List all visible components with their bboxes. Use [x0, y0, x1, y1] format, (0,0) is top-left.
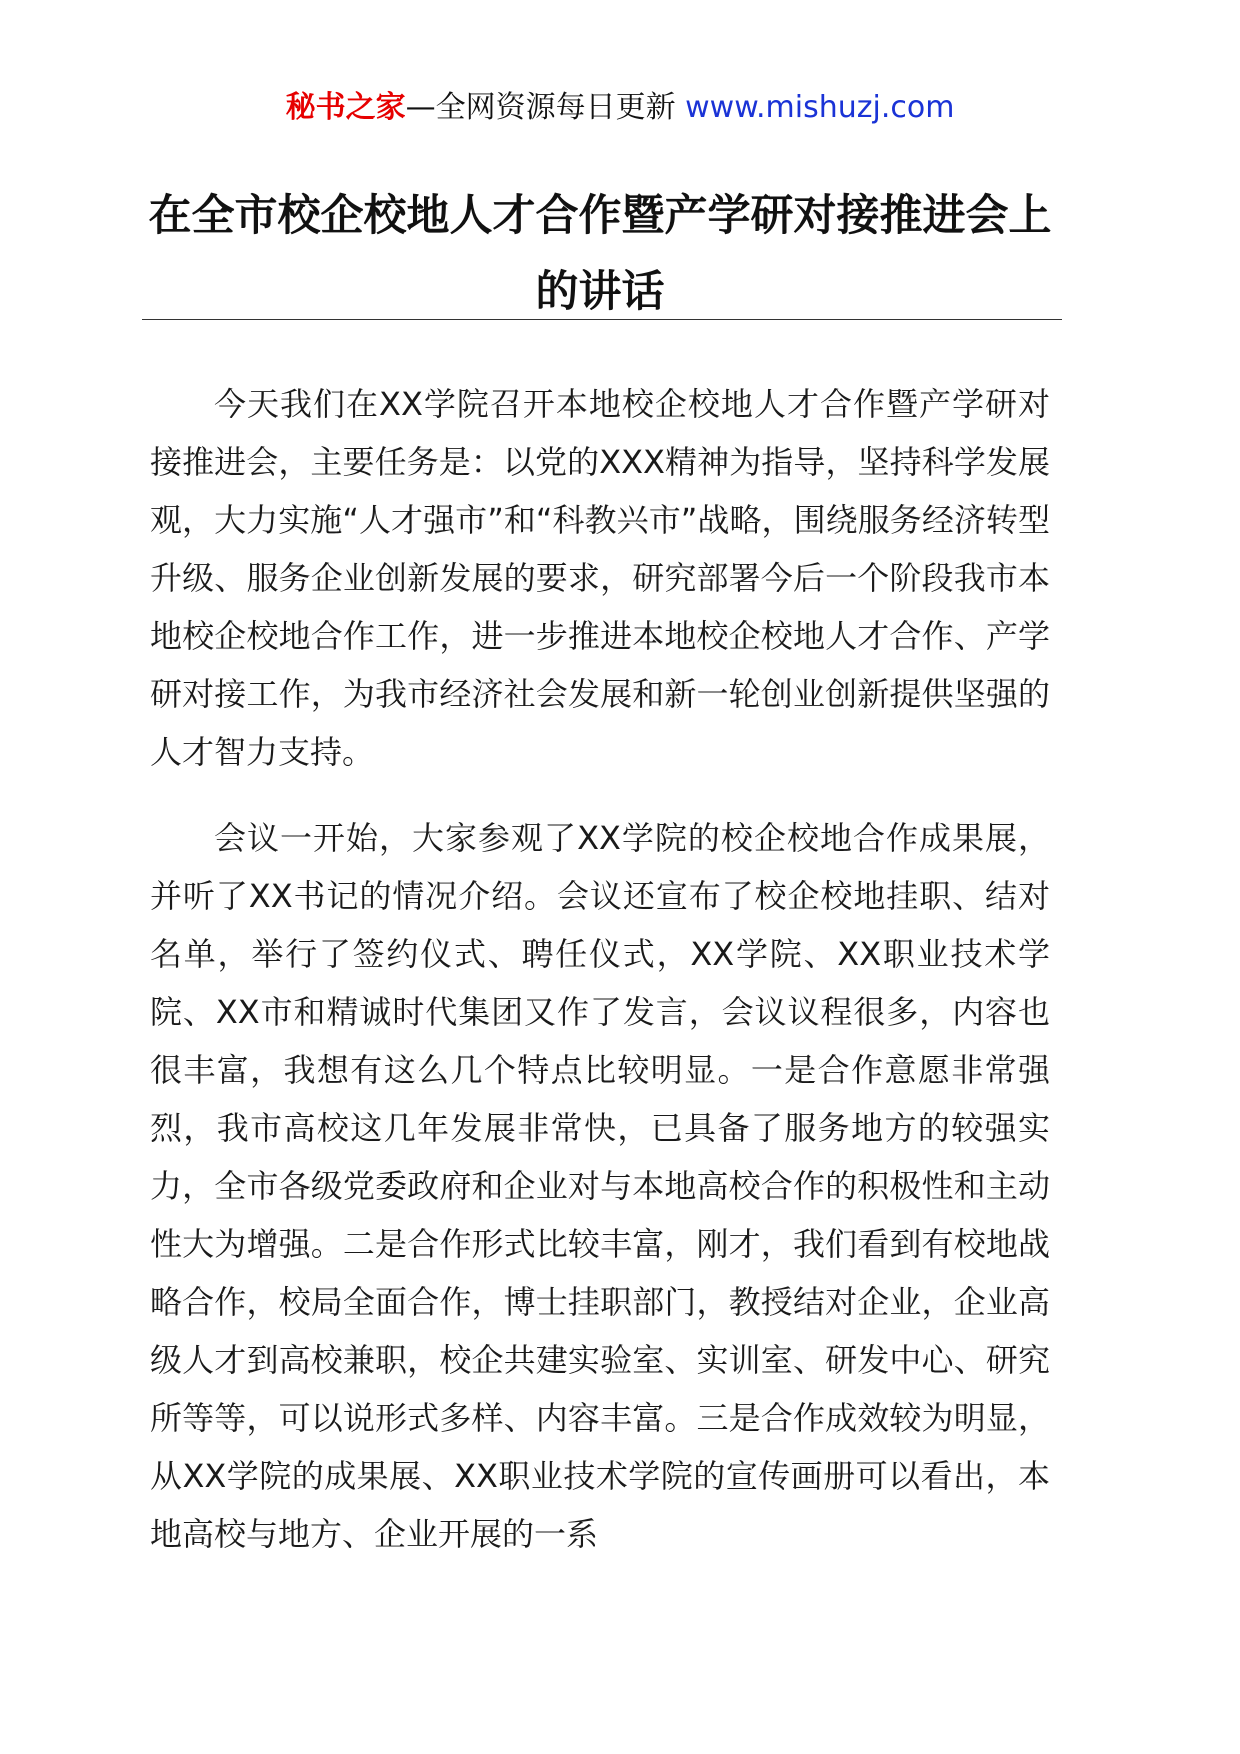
body-paragraph-1: 今天我们在XX学院召开本地校企校地人才合作暨产学研对接推进会，主要任务是：以党的XXX精神为指导，坚持科学发展观，大力实施“人才强市”和“科教兴市”战略，围绕服务经济转型升级、服务企业创新发展的要求，研究部署今后一个阶段我市本地校企校地合作工作，进一步推进本地校企校地人才合作、产学研对接工作，为我市经济社会发展和新一轮创业创新提供坚强的人才智力支持。: [150, 385, 1050, 771]
site-tagline: —全网资源每日更新: [405, 90, 686, 125]
site-name: 秘书之家: [285, 90, 406, 125]
document-body: [150, 375, 1050, 1591]
body-paragraph-2: 会议一开始，大家参观了XX学院的校企校地合作成果展，并听了XX书记的情况介绍。会议还宣布了校企校地挂职、结对名单，举行了签约仪式、聘任仪式，XX学院、XX职业技术学院、XX市和精诚时代集团又作了发言，会议议程很多，内容也很丰富，我想有这么几个特点比较明显。一是合作意愿非常强烈，我市高校这几年发展非常快，已具备了服务地方的较强实力，全市各级党委政府和企业对与本地高校合作的积极性和主动性大为增强。二是合作形式比较丰富，刚才，我们看到有校地战略合作，校局全面合作，博士挂职部门，教授结对企业，企业高级人才到高校兼职，校企共建实验室、实训室、研发中心、研究所等等，可以说形式多样、内容丰富。三是合作成效较为明显，从XX学院的成果展、XX职业技术学院的宣传画册可以看出，本地高校与地方、企业开展的一系: [150, 819, 1050, 1553]
title-divider: [142, 319, 1062, 320]
document-title: 在全市校企校地人才合作暨产学研对接推进会上的讲话: [148, 191, 1052, 317]
site-url-link[interactable]: www.mishuzj.com: [685, 90, 955, 125]
site-header: [0, 88, 1240, 128]
